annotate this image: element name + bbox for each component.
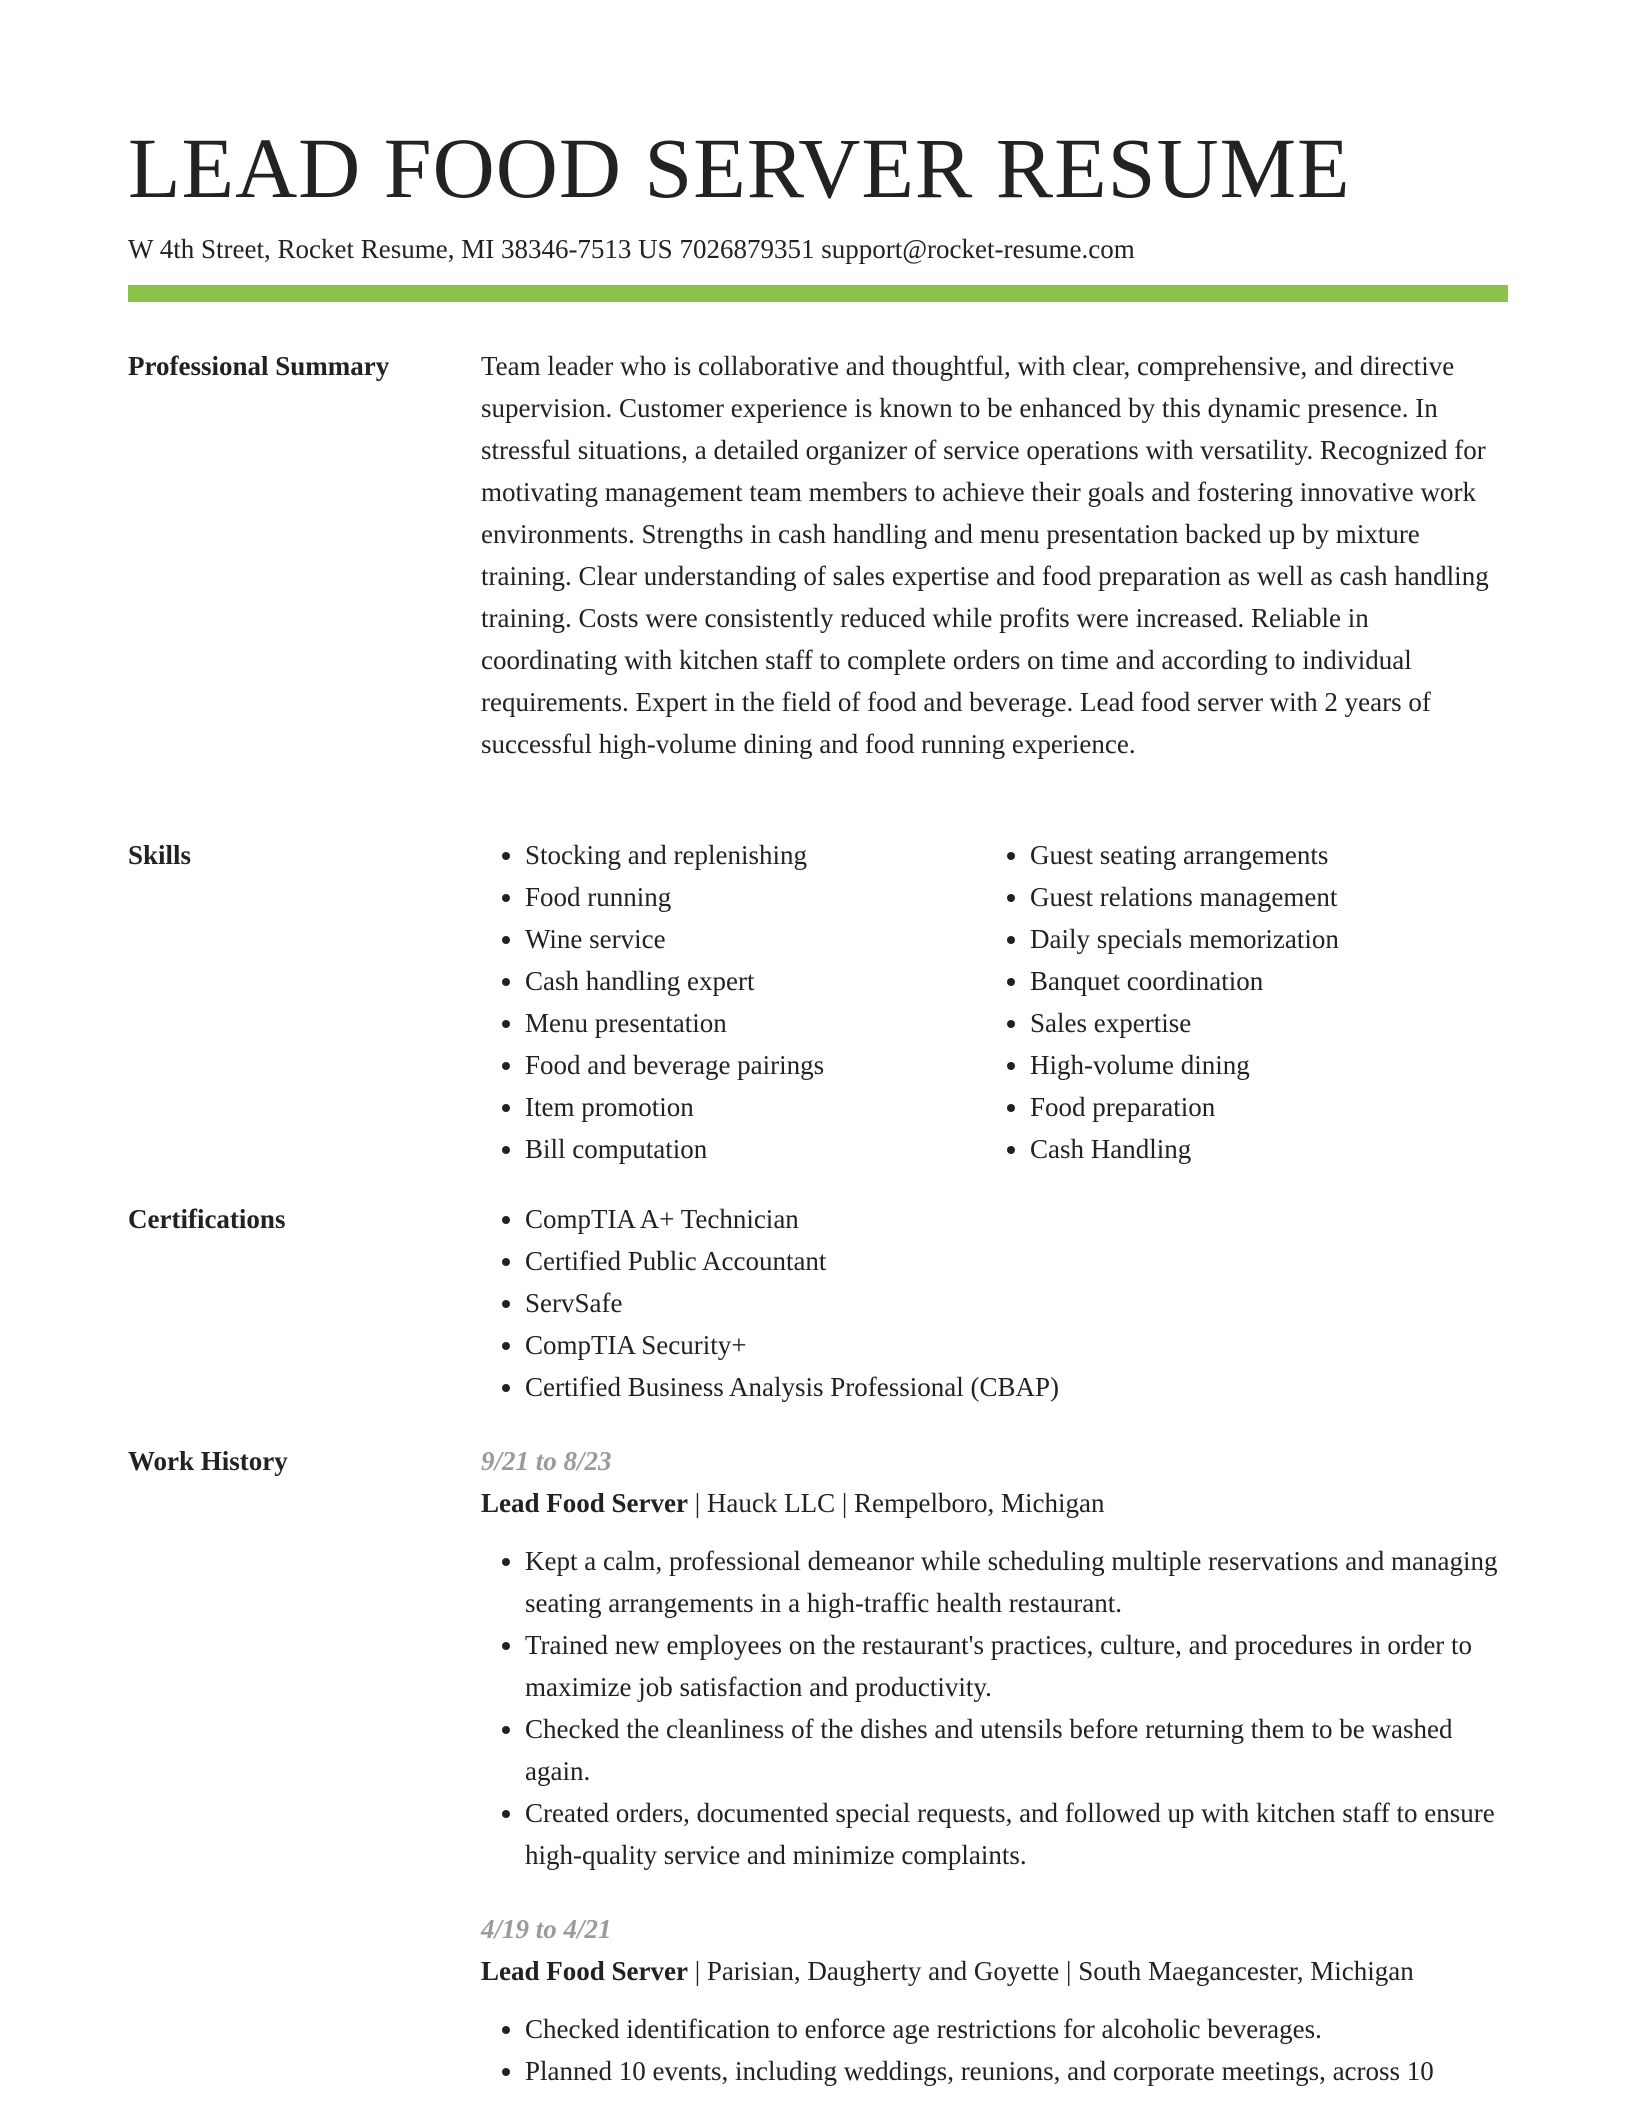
skill-item: • Food and beverage pairings <box>525 1044 986 1086</box>
skill-item: • Wine service <box>525 918 986 960</box>
skill-item: • Guest seating arrangements <box>1030 834 1550 876</box>
work-history-content <box>481 1440 1511 2092</box>
skill-item: • Food running <box>525 876 986 918</box>
skills-list-right <box>986 834 1550 1170</box>
certifications-list <box>481 1198 1511 1408</box>
section-label-certifications: Certifications <box>128 1204 286 1234</box>
skill-item: • Food preparation <box>1030 1086 1550 1128</box>
certifications-content <box>481 1198 1511 1408</box>
skill-item: • Menu presentation <box>525 1002 986 1044</box>
summary-content <box>481 345 1511 765</box>
job-bullets <box>481 1540 1511 1876</box>
job-bullet: • Checked the cleanliness of the dishes and utensils before returning them to be washed again. <box>525 1708 1511 1792</box>
job-dates: 4/19 to 4/21 <box>481 1914 612 1944</box>
job-bullets <box>481 2008 1511 2092</box>
skill-item: • Sales expertise <box>1030 1002 1550 1044</box>
skill-item: • Guest relations management <box>1030 876 1550 918</box>
job-bullet: • Created orders, documented special requests, and followed up with kitchen staff to ensure high-quality service and minimize complaints. <box>525 1792 1511 1876</box>
certification-item: • Certified Business Analysis Professional (CBAP) <box>525 1366 1511 1408</box>
job-employer-location: | Parisian, Daugherty and Goyette | South Maegancester, Michigan <box>687 1956 1414 1986</box>
skill-item: • Cash Handling <box>1030 1128 1550 1170</box>
section-label-work-history: Work History <box>128 1446 288 1476</box>
job-bullet: • Trained new employees on the restaurant's practices, culture, and procedures in order to maximize job satisfaction and productivity. <box>525 1624 1511 1708</box>
job-employer-location: | Hauck LLC | Rempelboro, Michigan <box>687 1488 1105 1518</box>
job-bullet: • Kept a calm, professional demeanor while scheduling multiple reservations and managing seating arrangements in a high-traffic health restaurant. <box>525 1540 1511 1624</box>
job-dates: 9/21 to 8/23 <box>481 1446 612 1476</box>
job-entry <box>481 1440 1511 1876</box>
job-entry <box>481 1908 1511 2092</box>
skill-item: • Cash handling expert <box>525 960 986 1002</box>
certification-item: • CompTIA A+ Technician <box>525 1198 1511 1240</box>
job-title: Lead Food Server <box>481 1956 688 1986</box>
contact-line: W 4th Street, Rocket Resume, MI 38346-7513 US 7026879351 support@rocket-resume.com <box>128 234 1135 264</box>
job-title: Lead Food Server <box>481 1488 688 1518</box>
skill-item: • Stocking and replenishing <box>525 834 986 876</box>
skill-item: • Item promotion <box>525 1086 986 1128</box>
section-label-summary: Professional Summary <box>128 351 390 381</box>
skill-item: • Daily specials memorization <box>1030 918 1550 960</box>
skills-list-left <box>481 834 986 1170</box>
job-bullet: • Planned 10 events, including weddings, reunions, and corporate meetings, across 10 <box>525 2050 1511 2092</box>
job-heading <box>481 1950 1511 1992</box>
resume-title: LEAD FOOD SERVER RESUME <box>128 120 1351 216</box>
certification-item: • CompTIA Security+ <box>525 1324 1511 1366</box>
skill-item: • Bill computation <box>525 1128 986 1170</box>
summary-text: Team leader who is collaborative and thoughtful, with clear, comprehensive, and directive supervision. Customer experience is known to be enhanced by this dynamic presence. In stressful situations, a detailed organizer of service operations with versatility. Recognized for motivating management team members to achieve their goals and fostering innovative work environments. Strengths in cash handling and menu presentation backed up by mixture training. Clear understanding of sales expertise and food preparation as well as cash handling training. Costs were consistently reduced while profits were increased. Reliable in coordinating with kitchen staff to complete orders on time and according to individual requirements. Expert in the field of food and beverage. Lead food server with 2 years of successful high-volume dining and food running experience. <box>481 351 1489 759</box>
header-divider <box>128 285 1508 302</box>
skills-content <box>481 834 1511 1170</box>
job-bullet: • Checked identification to enforce age restrictions for alcoholic beverages. <box>525 2008 1511 2050</box>
certification-item: • Certified Public Accountant <box>525 1240 1511 1282</box>
certification-item: • ServSafe <box>525 1282 1511 1324</box>
job-heading <box>481 1482 1511 1524</box>
section-label-skills: Skills <box>128 840 192 870</box>
skill-item: • Banquet coordination <box>1030 960 1550 1002</box>
skill-item: • High-volume dining <box>1030 1044 1550 1086</box>
